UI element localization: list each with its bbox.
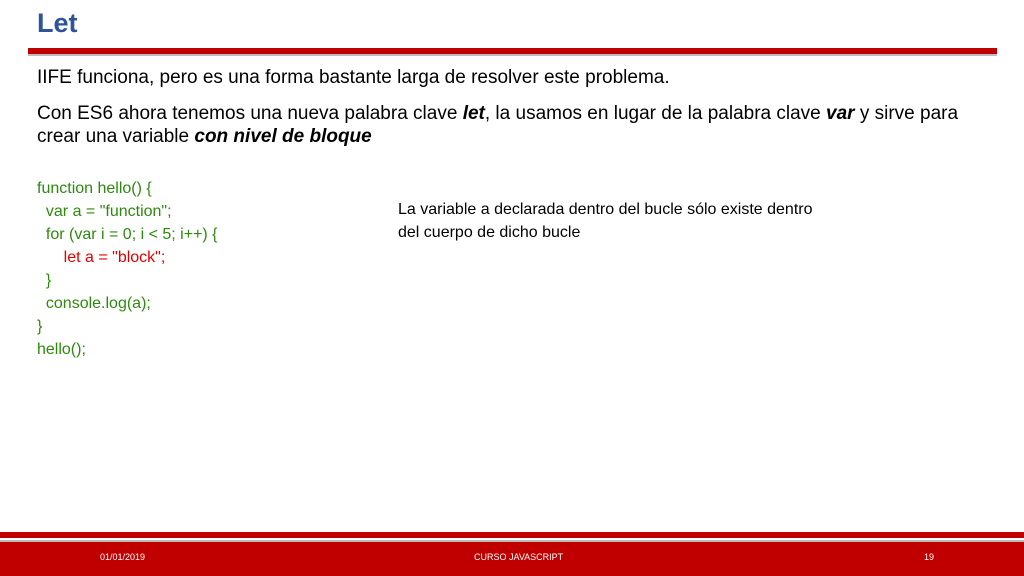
code-line: } (37, 318, 43, 335)
paragraph-es6-part2: , la usamos en lugar de la palabra clave (484, 103, 827, 124)
paragraph-es6-part3: y sirve para crear una variable (37, 103, 959, 147)
code-line-highlighted: let a = "block"; (37, 249, 166, 266)
code-line: function hello() { (37, 180, 152, 197)
title-divider (28, 48, 997, 54)
footer-page-number: 19 (924, 552, 935, 562)
code-line: hello(); (37, 341, 86, 358)
footer-course-name: CURSO JAVASCRIPT (474, 552, 564, 562)
paragraph-es6 (37, 102, 977, 148)
block-scope-emphasis: con nivel de bloque (194, 126, 372, 147)
paragraph-iife: IIFE funciona, pero es una forma bastante larga de resolver este problema. (37, 67, 670, 88)
keyword-let: let (462, 103, 485, 124)
code-line: console.log(a); (37, 295, 151, 312)
explanation-note: La variable a declarada dentro del bucle sólo existe dentro del cuerpo de dicho bucle (398, 201, 813, 241)
code-line: var a = "function"; (37, 203, 172, 220)
code-line: } (37, 272, 52, 289)
slide-title: Let (37, 8, 78, 38)
footer-date: 01/01/2019 (100, 552, 146, 562)
footer-bar (0, 542, 1024, 576)
code-line: for (var i = 0; i < 5; i++) { (37, 226, 218, 243)
code-example (37, 177, 218, 361)
footer-accent-bar (0, 532, 1024, 538)
paragraph-es6-part1: Con ES6 ahora tenemos una nueva palabra clave (37, 103, 463, 124)
keyword-var: var (826, 103, 855, 124)
